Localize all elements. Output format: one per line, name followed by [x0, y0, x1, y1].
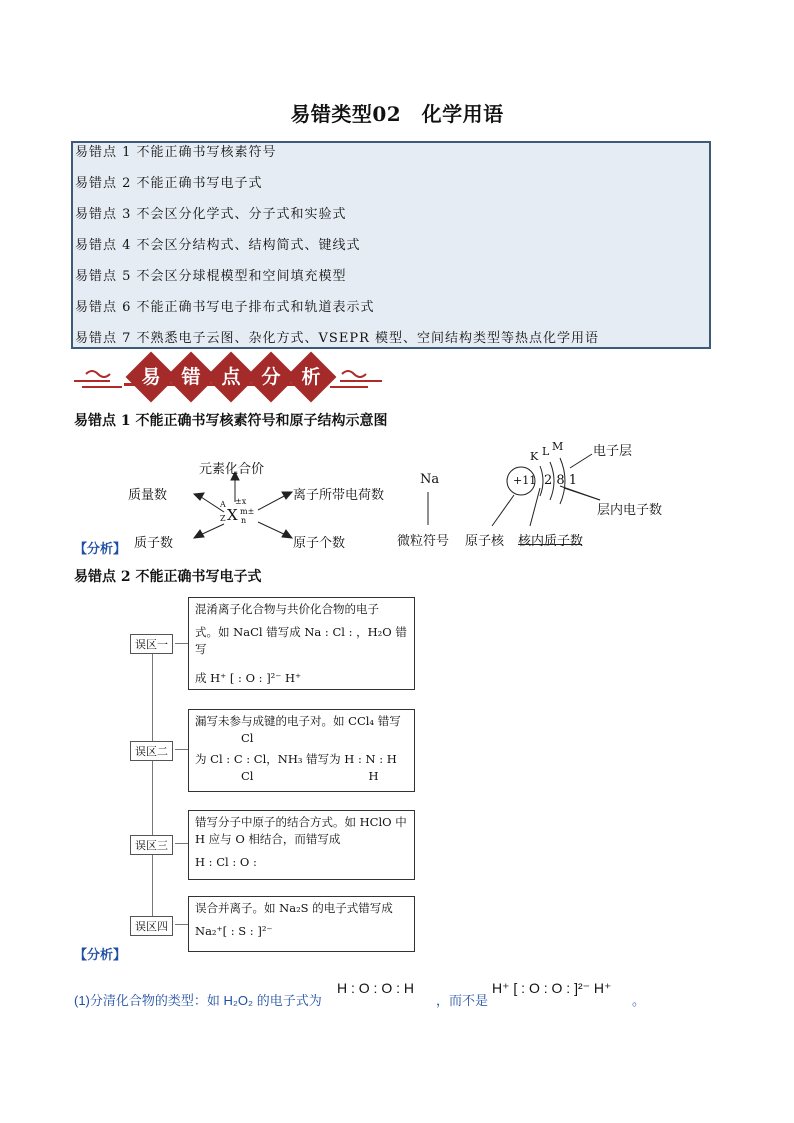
section1-analysis-tag: 【分析】 — [74, 542, 127, 557]
nuclide-sup-pm: ±x — [235, 497, 247, 506]
label-shell-electrons: 层内电子数 — [597, 503, 663, 518]
label-mass-number: 质量数 — [128, 488, 168, 503]
label-na: Na — [420, 472, 440, 487]
zone-box-3 — [188, 810, 415, 880]
zone1-line1: 混淆离子化合物与共价化合物的电子 — [195, 602, 379, 616]
label-shell-k: K — [530, 450, 539, 463]
section2-heading: 易错点 2 不能正确书写电子式 — [74, 569, 262, 585]
zone2-line1: 漏写未参与成键的电子对。如 CCl₄ 错写 — [195, 714, 401, 728]
banner-char-1: 易 — [141, 366, 161, 388]
banner-char-2: 错 — [181, 366, 201, 388]
label-valence: 元素化合价 — [199, 462, 265, 477]
nuclide-sub-right: n — [241, 516, 247, 525]
label-ion-charge: 离子所带电荷数 — [293, 488, 385, 503]
toc-item-3: 易错点 3 不会区分化学式、分子式和实验式 — [75, 207, 347, 222]
note-end: 。 — [632, 993, 646, 1008]
wrong-formula: H⁺ [ : O : O : ]²⁻ H⁺ — [492, 980, 612, 996]
zone-label-4: 误区四 — [130, 916, 173, 936]
page-title: 易错类型02 化学用语 — [290, 102, 504, 126]
zone-box-4 — [188, 896, 415, 952]
toc-item-5: 易错点 5 不会区分球棍模型和空间填充模型 — [75, 269, 347, 284]
zone2-line3: 为 Cl : C : Cl，NH₃ 错写为 H : N : H — [195, 752, 397, 766]
zone4-line2: Na₂⁺[ : S : ]²⁻ — [195, 924, 273, 938]
nuclide-symbol-x: X — [227, 506, 238, 524]
zone3-line2: H 应与 O 相结合，而错写成 — [195, 832, 341, 846]
zone-label-3: 误区三 — [130, 835, 173, 855]
banner-char-5: 析 — [301, 366, 321, 388]
toc-item-2: 易错点 2 不能正确书写电子式 — [75, 176, 263, 191]
zone-label-2: 误区二 — [130, 741, 173, 761]
label-shell-m: M — [552, 440, 564, 453]
section2-analysis-tag: 【分析】 — [74, 948, 127, 963]
zone4-line1: 误合并离子。如 Na₂S 的电子式错写成 — [195, 901, 393, 915]
label-electron-shell: 电子层 — [593, 444, 633, 459]
label-proton-number: 质子数 — [134, 536, 174, 551]
nuclide-sub-left: Z — [220, 514, 226, 523]
label-shell-l: L — [542, 445, 550, 458]
zone1-line2: 式。如 NaCl 错写成 Na : Cl : ，H₂O 错写 — [195, 625, 407, 656]
section1-heading: 易错点 1 不能正确书写核素符号和原子结构示意图 — [74, 413, 388, 429]
label-shell-config: 2 8 1 — [544, 473, 578, 488]
banner-char-3: 点 — [221, 366, 241, 388]
label-nuclear-protons: 核内质子数 — [518, 534, 584, 549]
zone2-line4: Cl H — [241, 769, 379, 783]
nuclide-sup-left: A — [220, 500, 226, 509]
note-prefix: (1)分清化合物的类型：如 H₂O₂ 的电子式为 — [74, 993, 322, 1008]
toc-item-1: 易错点 1 不能正确书写核素符号 — [75, 145, 277, 160]
zone-box-2 — [188, 709, 415, 792]
banner-char-4: 分 — [261, 366, 281, 388]
zone1-line3: 成 H⁺ [ : O : ]²⁻ H⁺ — [195, 671, 302, 685]
zone-box-1 — [188, 597, 415, 690]
zone2-line2: Cl — [241, 731, 254, 745]
toc-item-6: 易错点 6 不能正确书写电子排布式和轨道表示式 — [75, 300, 375, 315]
label-nucleus: 原子核 — [465, 534, 505, 549]
label-atom-count: 原子个数 — [293, 536, 346, 551]
zone-label-1: 误区一 — [130, 634, 173, 654]
error-points-list — [71, 141, 711, 349]
label-nucleus-charge: +11 — [513, 474, 537, 487]
note-middle: ，而不是 — [436, 993, 489, 1008]
zone3-line3: H : Cl : O : — [195, 855, 257, 869]
zone3-line1: 错写分子中原子的结合方式。如 HClO 中 — [195, 815, 407, 829]
label-particle-symbol: 微粒符号 — [397, 534, 450, 549]
correct-formula: H : O : O : H — [337, 980, 415, 996]
nuclide-sup-right: m± — [240, 507, 255, 516]
toc-item-7: 易错点 7 不熟悉电子云图、杂化方式、VSEPR 模型、空间结构类型等热点化学用语 — [75, 331, 599, 346]
toc-item-4: 易错点 4 不会区分结构式、结构简式、键线式 — [75, 238, 361, 253]
